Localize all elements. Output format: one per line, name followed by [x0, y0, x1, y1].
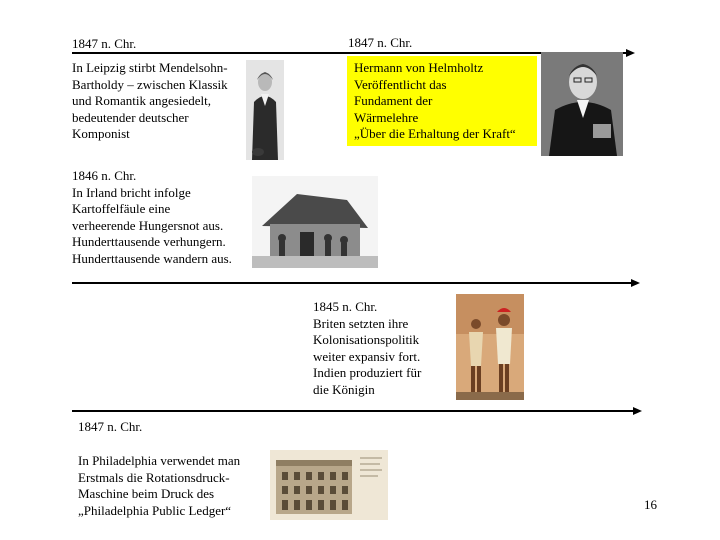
entry-4-text: 1845 n. Chr. Briten setzten ihre Kolonisationspolitik weiter expansiv fort. Indien produziert für die Königin — [313, 299, 422, 397]
timeline-line-3 — [72, 410, 634, 412]
entry-1-text: In Leipzig stirbt Mendelsohn- Bartholdy – zwischen Klassik und Romantik angesiedelt, bedeutender deutscher Komponist — [72, 60, 228, 141]
timeline-arrow-3 — [633, 407, 642, 415]
timeline-arrow-2 — [631, 279, 640, 287]
mendelssohn-portrait — [246, 60, 284, 160]
entry-3-text: 1846 n. Chr. In Irland bricht infolge Kartoffelfäule eine verheerende Hungersnot aus. Hunderttausende verhungern. Hunderttausende wandern aus. — [72, 168, 232, 266]
timeline-arrow-1 — [626, 49, 635, 57]
india-colonial-illustration — [456, 294, 524, 400]
slide-number: 16 — [644, 497, 657, 512]
entry-5-date: 1847 n. Chr. — [78, 419, 143, 434]
helmholtz-portrait — [541, 52, 623, 156]
entry-2-date: 1847 n. Chr. — [348, 35, 413, 50]
entry-2-text: Hermann von Helmholtz Veröffentlicht das Fundament der Wärmelehre „Über die Erhaltung der Kraft“ — [354, 60, 516, 141]
irish-famine-engraving — [252, 176, 378, 268]
timeline-line-2 — [72, 282, 632, 284]
philadelphia-building-photo — [270, 450, 388, 520]
entry-5-text: In Philadelphia verwendet man Erstmals die Rotationsdruck- Maschine beim Druck des „Philadelphia Public Ledger“ — [78, 453, 241, 518]
entry-1-date: 1847 n. Chr. — [72, 36, 137, 51]
